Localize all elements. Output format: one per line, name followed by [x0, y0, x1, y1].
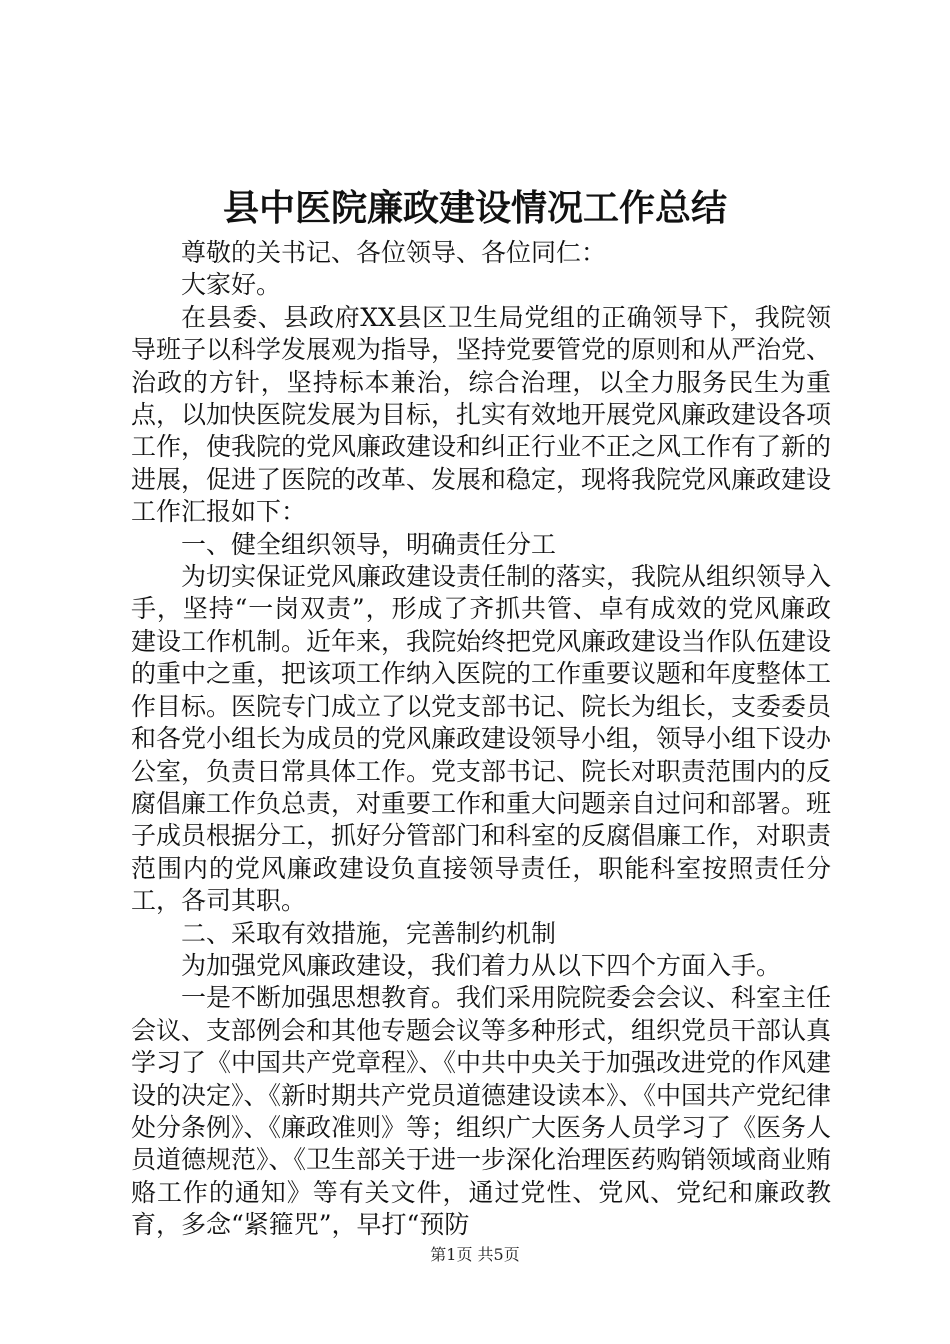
- section-heading-1: 一、健全组织领导，明确责任分工: [181, 529, 557, 559]
- page-footer: 第1页 共5页: [430, 1245, 520, 1264]
- section-2-intro-paragraph: 为加强党风廉政建设，我们着力从以下四个方面入手。: [181, 950, 782, 980]
- intro-paragraph: 在县委、县政府XX县区卫生局党组的正确领导下，我院领导班子以科学发展观为指导，坚持党要管党的原则和从严治党、治政的方针，坚持标本兼治，综合治理，以全力服务民生为重点，以加快医院发展为目标，扎实有效地开展党风廉政建设各项工作，使我院的党风廉政建设和纠正行业不正之风工作有了新的进展，促进了医院的改革、发展和稳定，现将我院党风廉政建设工作汇报如下：: [131, 302, 832, 527]
- greeting-paragraph: 大家好。: [181, 270, 282, 300]
- document-body: [131, 237, 831, 1242]
- salutation-paragraph: 尊敬的关书记、各位领导、各位同仁：: [181, 238, 607, 267]
- section-2-point-1-paragraph: 一是不断加强思想教育。我们采用院院委会会议、科室主任会议、支部例会和其他专题会议等多种形式，组织党员干部认真学习了《中国共产党章程》、《中共中央关于加强改进党的作风建设的决定》、《新时期共产党员道德建设读本》、《中国共产党纪律处分条例》、《廉政准则》等；组织广大医务人员学习了《医务人员道德规范》、《卫生部关于进一步深化治理医药购销领域商业贿赂工作的通知》等有关文件，通过党性、党风、党纪和廉政教育，多念“紧箍咒”，早打“预防: [131, 983, 832, 1240]
- document-title: 县中医院廉政建设情况工作总结: [222, 188, 727, 229]
- section-heading-2: 二、采取有效措施，完善制约机制: [181, 918, 557, 948]
- section-1-paragraph: 为切实保证党风廉政建设责任制的落实，我院从组织领导入手，坚持“一岗双责”，形成了齐抓共管、卓有成效的党风廉政建设工作机制。近年来，我院始终把党风廉政建设当作队伍建设的重中之重，把该项工作纳入医院的工作重要议题和年度整体工作目标。医院专门成立了以党支部书记、院长为组长，支委委员和各党小组长为成员的党风廉政建设领导小组，领导小组下设办公室，负责日常具体工作。党支部书记、院长对职责范围内的反腐倡廉工作负总责，对重要工作和重大问题亲自过问和部署。班子成员根据分工，抓好分管部门和科室的反腐倡廉工作，对职责范围内的党风廉政建设负直接领导责任，职能科室按照责任分工，各司其职。: [131, 562, 832, 916]
